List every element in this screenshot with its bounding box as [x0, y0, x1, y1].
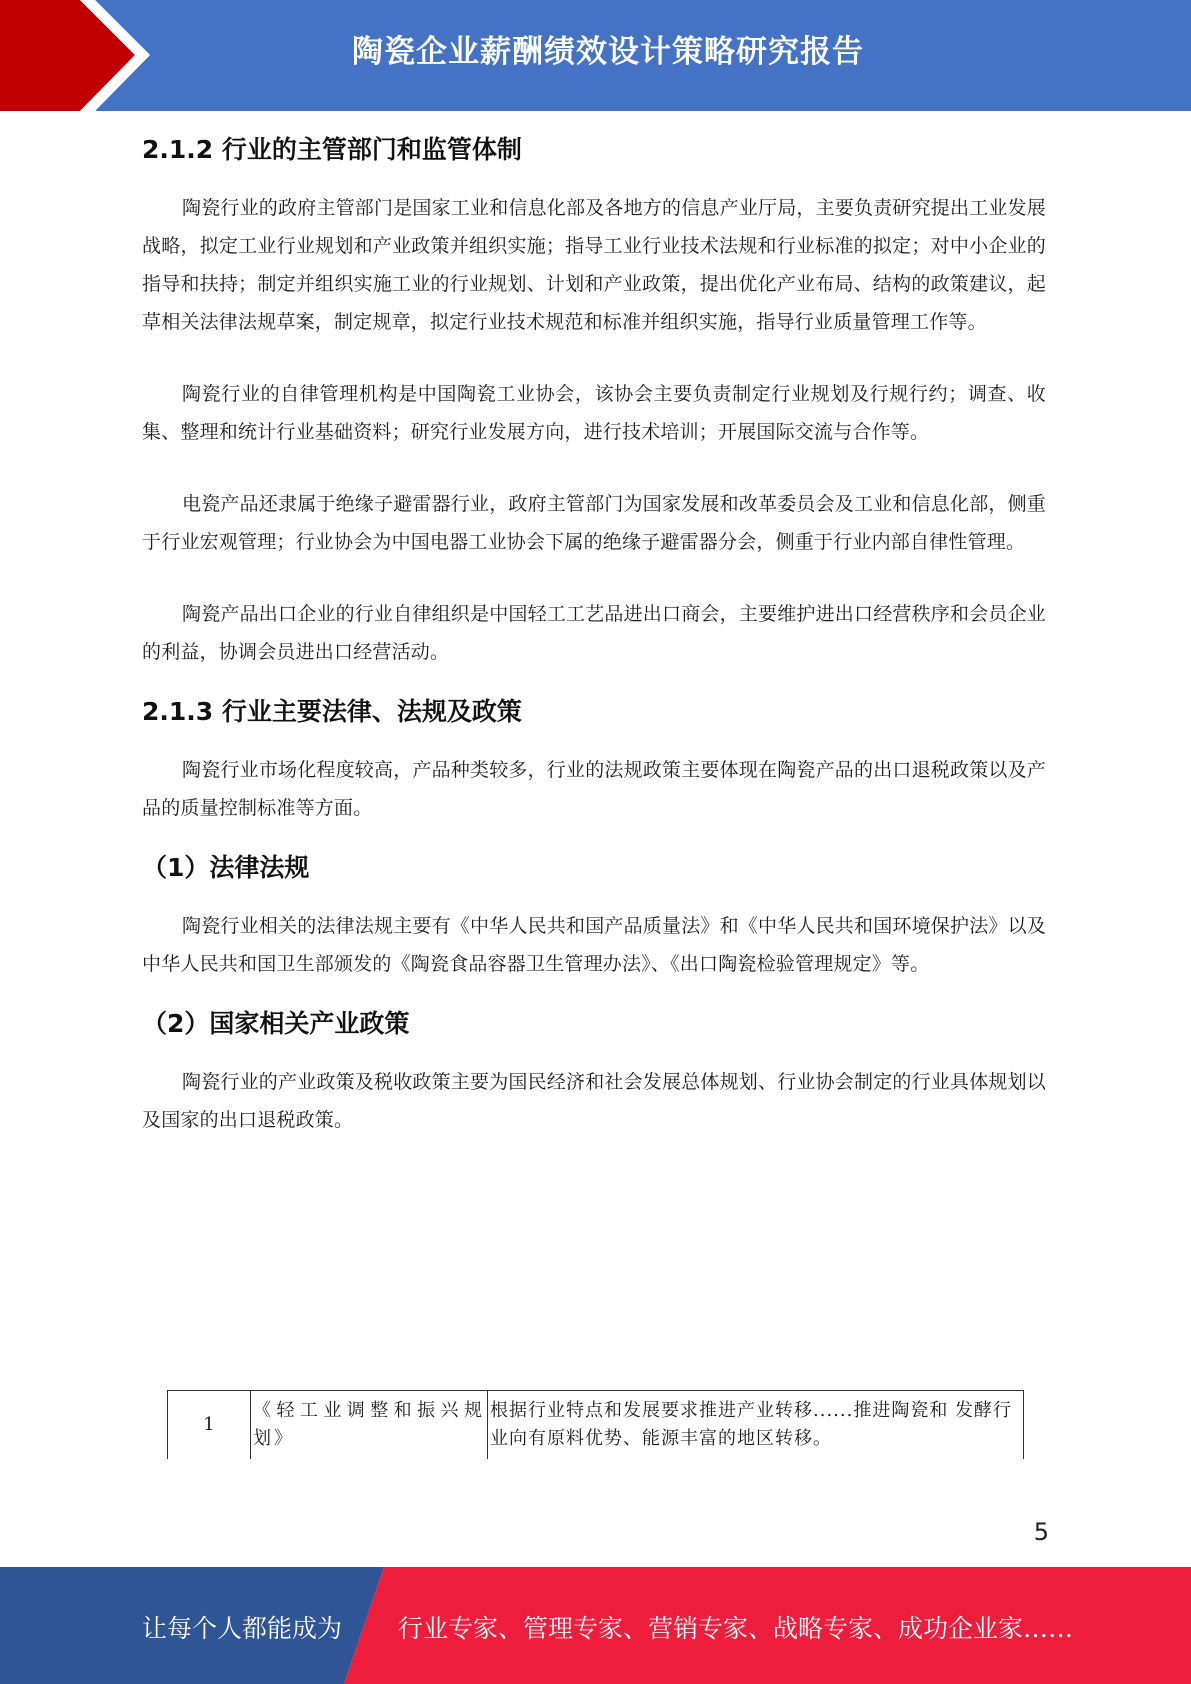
section-heading-2-1-2: 2.1.2 行业的主管部门和监管体制: [142, 135, 522, 164]
subheading-industry-policy: （2）国家相关产业政策: [142, 1009, 410, 1038]
paragraph: 陶瓷产品出口企业的行业自律组织是中国轻工工艺品进出口商会，主要维护进出口经营秩序和会员企业的利益，协调会员进出口经营活动。: [142, 603, 1047, 663]
paragraph: 陶瓷行业的自律管理机构是中国陶瓷工业协会，该协会主要负责制定行业规划及行规行约；调查、收集、整理和统计行业基础资料；研究行业发展方向，进行技术培训；开展国际交流与合作等。: [142, 383, 1046, 443]
paragraph: 陶瓷行业的产业政策及税收政策主要为国民经济和社会发展总体规划、行业协会制定的行业具体规划以及国家的出口退税政策。: [142, 1071, 1047, 1131]
page-footer: [0, 1567, 1191, 1684]
table-cell-policy-name: 《轻工业调整和振兴规划》: [251, 1391, 488, 1460]
report-title: 陶瓷企业薪酬绩效设计策略研究报告: [352, 34, 864, 70]
section-heading-2-1-3: 2.1.3 行业主要法律、法规及政策: [142, 697, 522, 726]
subheading-laws: （1）法律法规: [142, 853, 310, 882]
footer-slogan-right: 行业专家、管理专家、营销专家、战略专家、成功企业家……: [398, 1614, 1074, 1643]
paragraph: 陶瓷行业相关的法律法规主要有《中华人民共和国产品质量法》和《中华人民共和国环境保护法》以及中华人民共和国卫生部颁发的《陶瓷食品容器卫生管理办法》、《出口陶瓷检验管理规定》等。: [142, 915, 1047, 975]
paragraph: 电瓷产品还隶属于绝缘子避雷器行业，政府主管部门为国家发展和改革委员会及工业和信息化部，侧重于行业宏观管理；行业协会为中国电器工业协会下属的绝缘子避雷器分会，侧重于行业内部自律性管理。: [142, 493, 1047, 553]
table-cell-description: 根据行业特点和发展要求推进产业转移......推进陶瓷和 发酵行业向有原料优势、能源丰富的地区转移。: [488, 1391, 1024, 1460]
table-cell-number: 1: [168, 1391, 251, 1460]
policy-table: [167, 1390, 1024, 1459]
document-body: [142, 125, 1046, 1139]
page-header: [0, 0, 1191, 111]
footer-slogan-left: 让每个人都能成为: [142, 1614, 343, 1643]
page-number: 5: [1033, 1518, 1049, 1546]
paragraph: 陶瓷行业市场化程度较高，产品种类较多，行业的法规政策主要体现在陶瓷产品的出口退税政策以及产品的质量控制标准等方面。: [142, 759, 1047, 819]
table-row: [168, 1391, 1024, 1460]
paragraph: 陶瓷行业的政府主管部门是国家工业和信息化部及各地方的信息产业厅局，主要负责研究提出工业发展战略，拟定工业行业规划和产业政策并组织实施；指导工业行业技术法规和行业标准的拟定；对中小企业的指导和扶持；制定并组织实施工业的行业规划、计划和产业政策，提出优化产业布局、结构的政策建议，起草相关法律法规草案，制定规章，拟定行业技术规范和标准并组织实施，指导行业质量管理工作等。: [142, 197, 1047, 333]
